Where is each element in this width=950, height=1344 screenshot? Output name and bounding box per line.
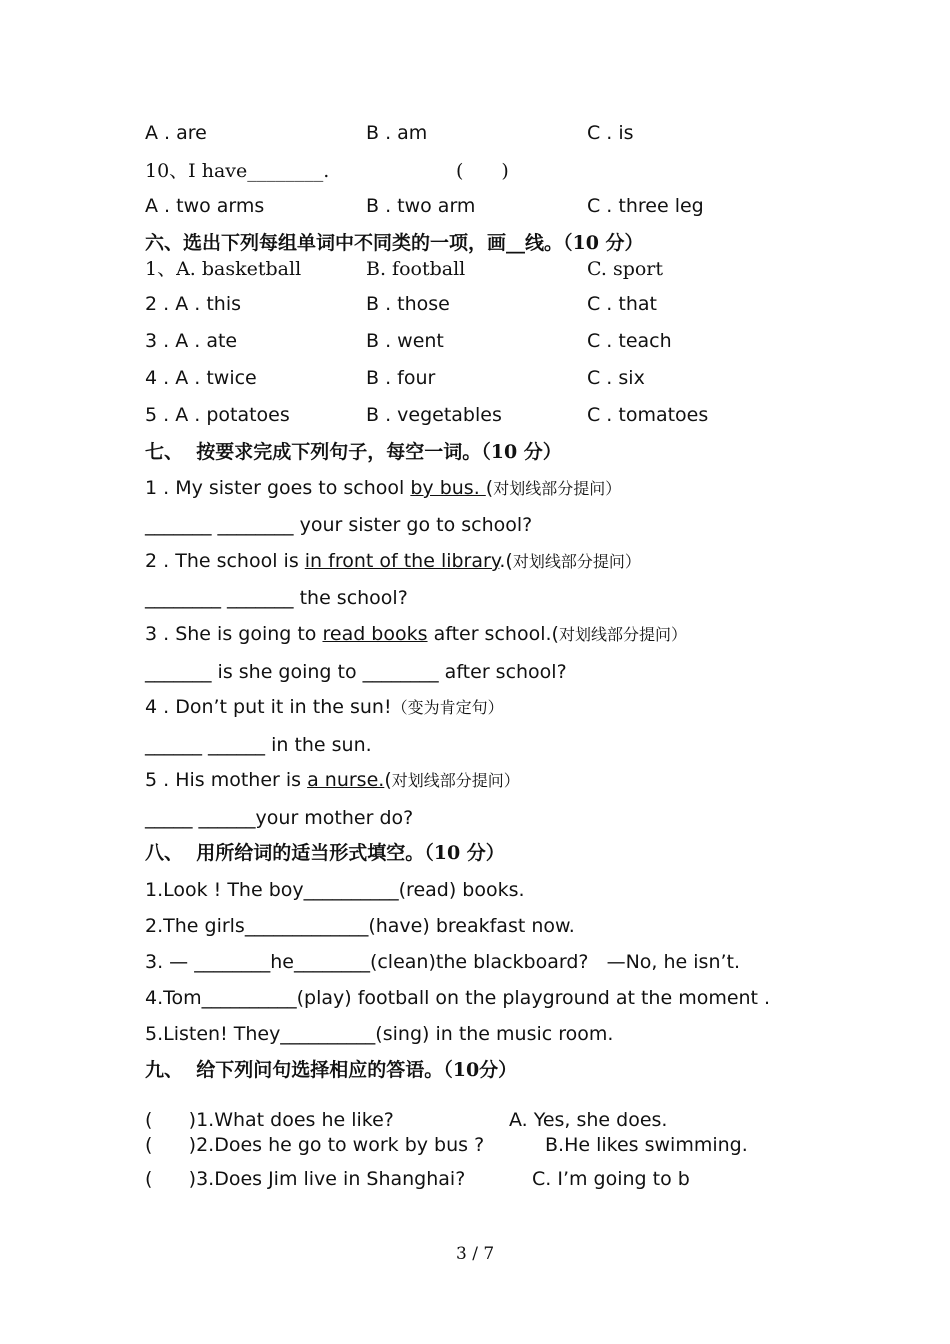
q10-stem: 10、I have________. xyxy=(145,160,330,182)
sec6-row-3-a: 3 . A . ate xyxy=(145,330,238,352)
sec6-row-1-b: B. football xyxy=(366,258,466,280)
sec6-row-2-a: 2 . A . this xyxy=(145,293,241,315)
sec9-question-1: ( )1.What does he like? xyxy=(145,1109,394,1131)
sec8-item-3: 3. — ________he________(clean)the blackboard? —No, he isn’t. xyxy=(145,951,741,973)
sec6-row-1-a: 1、A. basketball xyxy=(145,258,302,280)
sec9-question-2: ( )2.Does he go to work by bus ? xyxy=(145,1134,485,1156)
section-9-heading: 九、 给下列问句选择相应的答语。（10分） xyxy=(145,1059,518,1081)
sec6-row-5-b: B . vegetables xyxy=(366,404,502,426)
sec6-row-1-c: C. sport xyxy=(587,258,664,280)
sec7-answer-line-1: _______ ________ your sister go to school? xyxy=(145,514,533,536)
section-6-heading: 六、选出下列每组单词中不同类的一项，画__线。（10 分） xyxy=(145,232,644,254)
section-8-heading: 八、 用所给词的适当形式填空。（10 分） xyxy=(145,842,505,864)
sec8-item-5: 5.Listen! They__________(sing) in the music room. xyxy=(145,1023,614,1045)
sec7-question-1: 1 . My sister goes to school by bus. (对划线部分提问） xyxy=(145,477,622,499)
page-number: 3 / 7 xyxy=(456,1244,495,1264)
sec6-row-4-c: C . six xyxy=(587,367,645,389)
sec7-question-4: 4 . Don’t put it in the sun!（变为肯定句） xyxy=(145,696,504,718)
sec7-answer-line-4: ______ ______ in the sun. xyxy=(145,734,372,756)
sec9-answer-a: A. Yes, she does. xyxy=(509,1109,668,1131)
sec9-answer-c: C. I’m going to b xyxy=(532,1168,690,1190)
sec7-answer-line-3: _______ is she going to ________ after school? xyxy=(145,661,567,683)
sec6-row-3-b: B . went xyxy=(366,330,444,352)
sec6-row-5-a: 5 . A . potatoes xyxy=(145,404,290,426)
q10-answer-bracket: ( ) xyxy=(456,160,509,182)
sec8-item-4: 4.Tom__________(play) football on the playground at the moment . xyxy=(145,987,771,1009)
sec6-row-2-c: C . that xyxy=(587,293,657,315)
sec8-item-1: 1.Look ! The boy__________(read) books. xyxy=(145,879,525,901)
sec6-row-4-b: B . four xyxy=(366,367,436,389)
sec8-item-2: 2.The girls_____________(have) breakfast now. xyxy=(145,915,575,937)
sec9-answer-b: B.He likes swimming. xyxy=(545,1134,748,1156)
q9-option-a: A . are xyxy=(145,122,207,144)
sec6-row-2-b: B . those xyxy=(366,293,450,315)
section-7-heading: 七、 按要求完成下列句子，每空一词。（10 分） xyxy=(145,441,562,463)
sec7-question-5: 5 . His mother is a nurse.(对划线部分提问） xyxy=(145,769,520,791)
q10-option-c: C . three leg xyxy=(587,195,704,217)
sec7-answer-line-2: ________ _______ the school? xyxy=(145,587,408,609)
q9-option-b: B . am xyxy=(366,122,428,144)
sec6-row-5-c: C . tomatoes xyxy=(587,404,709,426)
sec9-question-3: ( )3.Does Jim live in Shanghai? xyxy=(145,1168,466,1190)
sec7-question-2: 2 . The school is in front of the library.(对划线部分提问） xyxy=(145,550,641,572)
sec6-row-3-c: C . teach xyxy=(587,330,672,352)
sec7-question-3: 3 . She is going to read books after school.(对划线部分提问） xyxy=(145,623,687,645)
q9-option-c: C . is xyxy=(587,122,634,144)
q10-option-a: A . two arms xyxy=(145,195,265,217)
sec7-answer-line-5: _____ ______your mother do? xyxy=(145,807,414,829)
sec6-row-4-a: 4 . A . twice xyxy=(145,367,257,389)
q10-option-b: B . two arm xyxy=(366,195,476,217)
